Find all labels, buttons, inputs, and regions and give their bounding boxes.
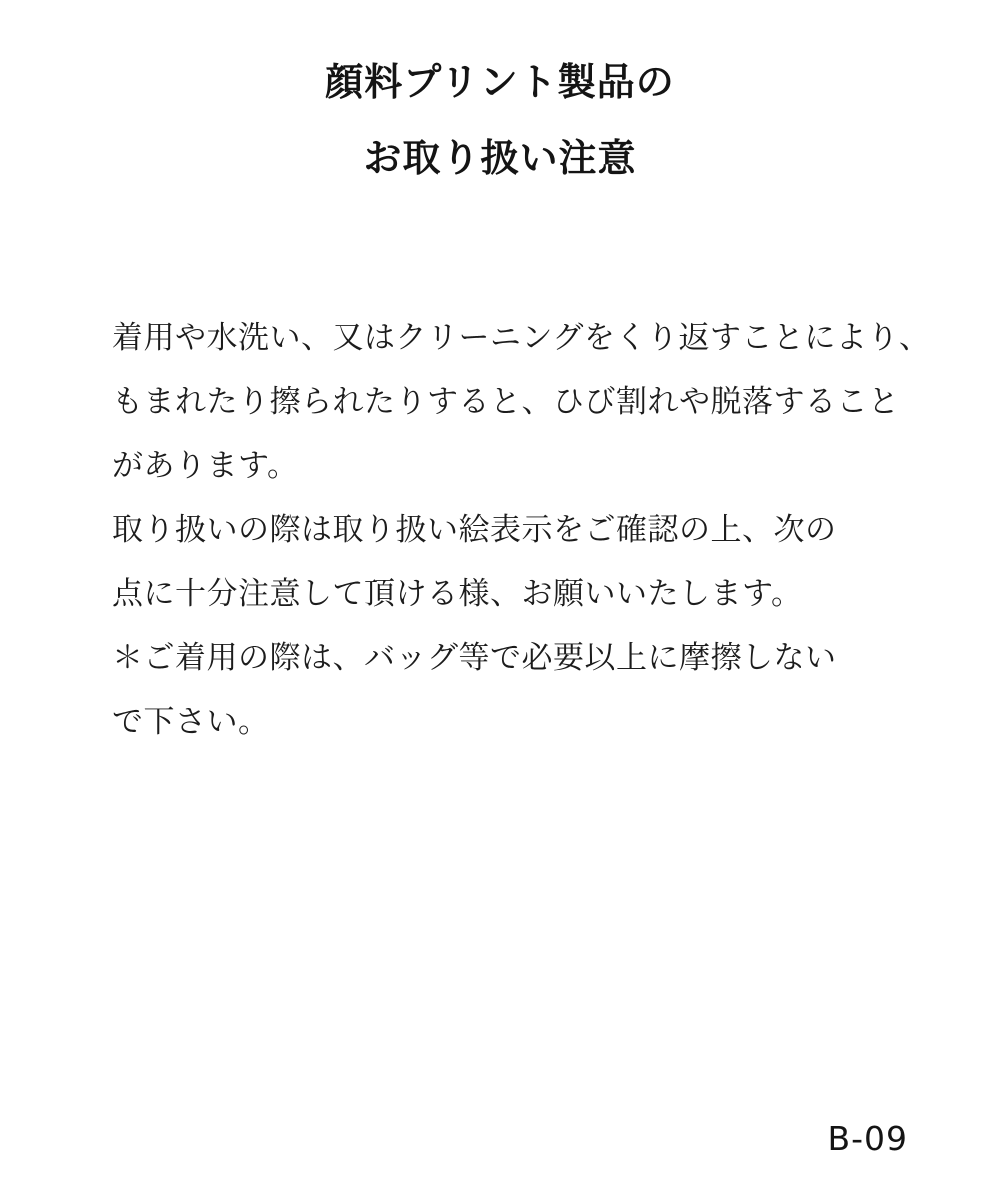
document-code: B-09 [827,1119,908,1158]
title-line-1: 顔料プリント製品の [325,60,675,104]
page-title [0,44,1000,196]
title-line-2: お取り扱い注意 [363,136,637,180]
body-line-1: 着用や水洗い、又はクリーニングをくり返すことにより、 [112,320,931,356]
body-text [112,306,931,754]
body-line-3: があります。 [112,448,299,484]
body-line-5: 点に十分注意して頂ける様、お願いいたします。 [112,576,803,612]
body-line-6: ＊ご着用の際は、バッグ等で必要以上に摩擦しない [112,640,837,676]
body-line-2: もまれたり擦られたりすると、ひび割れや脱落すること [112,384,900,420]
body-line-4: 取り扱いの際は取り扱い絵表示をご確認の上、次の [112,512,837,548]
body-line-7: で下さい。 [112,704,270,740]
